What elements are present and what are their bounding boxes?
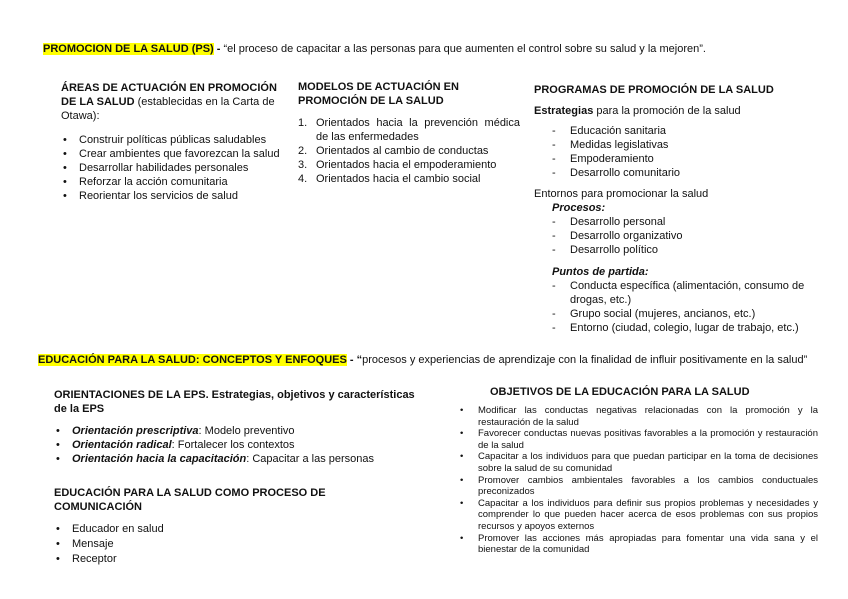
list-item: • Favorecer conductas nuevas positivas favorables a la promoción y restauración de la salud [458,428,818,451]
list-item: - Empoderamiento [534,152,814,166]
ps-header: PROMOCION DE LA SALUD (PS) - “el proceso de capacitar a las personas para que aumenten el control sobre su salud y la mejoren”. [43,43,706,55]
objetivos-heading: OBJETIVOS DE LA EDUCACIÓN PARA LA SALUD [490,386,750,398]
list-item: 4. Orientados hacia el cambio social [298,173,481,185]
eps-definition: procesos y experiencias de aprendizaje con la finalidad de influir positivamente en la salud” [362,354,808,366]
programas-section [534,83,814,335]
list-item: • Mensaje [54,537,354,552]
list-item: - Entorno (ciudad, colegio, lugar de trabajo, etc.) [534,321,814,335]
comunicacion-heading: EDUCACIÓN PARA LA SALUD COMO PROCESO DE COMUNICACIÓN [54,487,326,513]
list-item: • Promover cambios ambientales favorables a los cambios conductuales preconizados [458,475,818,498]
list-item: 1. Orientados hacia la prevención médica de las enfermedades [298,117,520,143]
list-item: • Orientación hacia la capacitación: Capacitar a las personas [54,452,424,466]
modelos-section [298,80,520,186]
list-item: • Crear ambientes que favorezcan la salud [61,147,286,161]
areas-list [61,133,286,203]
list-item: • Promover las acciones más apropiadas para fomentar una vida sana y el bienestar de la comunidad [458,533,818,556]
list-item: • Capacitar a los individuos para definir sus propios problemas y necesidades y comprender lo que pueden hacer acerca de esos problemas con sus propios recursos y apoyos externos [458,498,818,533]
list-item: • Construir políticas públicas saludables [61,133,286,147]
procesos-list [534,215,814,257]
list-item: • Reforzar la acción comunitaria [61,175,286,189]
comunicacion-list [54,522,354,567]
programas-heading: PROGRAMAS DE PROMOCIÓN DE LA SALUD [534,84,774,96]
list-item: - Grupo social (mujeres, ancianos, etc.) [534,307,814,321]
areas-section [61,81,286,203]
list-item: • Educador en salud [54,522,354,537]
list-item: - Conducta específica (alimentación, consumo de drogas, etc.) [534,279,814,307]
list-item: - Desarrollo personal [534,215,814,229]
list-item: - Desarrollo comunitario [534,166,814,180]
estrategias-line: Estrategias para la promoción de la salud [534,105,741,117]
ps-title: PROMOCION DE LA SALUD (PS) [43,43,214,55]
orientaciones-list [54,424,424,466]
eps-title: EDUCACIÓN PARA LA SALUD: CONCEPTOS Y ENFOQUES [38,354,347,366]
objetivos-list [458,405,818,556]
entornos-line: Entornos para promocionar la salud [534,188,709,200]
ps-definition: “el proceso de capacitar a las personas para que aumenten el control sobre su salud y la mejoren”. [223,43,706,55]
eps-header: EDUCACIÓN PARA LA SALUD: CONCEPTOS Y ENFOQUES - “procesos y experiencias de aprendizaje con la finalidad de influir positivamente en la salud” [38,354,808,366]
procesos-label: Procesos: [552,202,606,214]
orientaciones-section [54,388,424,466]
list-item: 2. Orientados al cambio de conductas [298,145,489,157]
list-item: • Receptor [54,552,354,567]
areas-heading: ÁREAS DE ACTUACIÓN EN PROMOCIÓN DE LA SALUD (establecidas en la Carta de Otawa): [61,82,277,122]
modelos-heading: MODELOS DE ACTUACIÓN EN PROMOCIÓN DE LA SALUD [298,81,459,107]
list-item: • Orientación radical: Fortalecer los contextos [54,438,424,452]
list-item: 3. Orientados hacia el empoderamiento [298,159,497,171]
list-item: • Capacitar a los individuos para que puedan participar en la toma de decisiones sobre la salud de su comunidad [458,451,818,474]
comunicacion-section [54,486,354,567]
estrategias-list [534,124,814,180]
list-item: - Desarrollo político [534,243,814,257]
list-item: • Reorientar los servicios de salud [61,189,286,203]
list-item: • Desarrollar habilidades personales [61,161,286,175]
list-item: • Orientación prescriptiva: Modelo preventivo [54,424,424,438]
modelos-list [298,116,520,186]
list-item: - Medidas legislativas [534,138,814,152]
puntos-list [534,279,814,335]
orientaciones-heading: ORIENTACIONES DE LA EPS. Estrategias, objetivos y características de la EPS [54,389,415,415]
list-item: • Modificar las conductas negativas relacionadas con la promoción y la restauración de la salud [458,405,818,428]
list-item: - Desarrollo organizativo [534,229,814,243]
puntos-label: Puntos de partida: [552,266,649,278]
list-item: - Educación sanitaria [534,124,814,138]
